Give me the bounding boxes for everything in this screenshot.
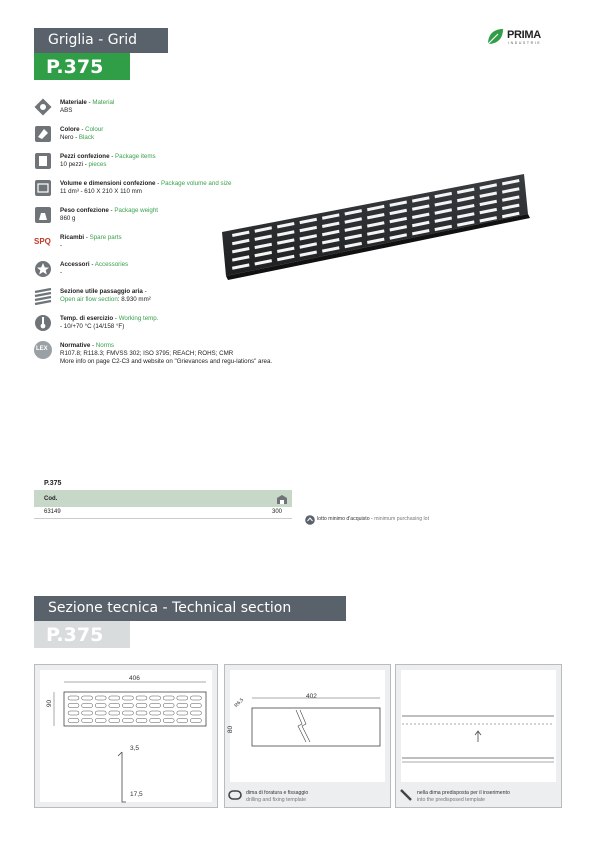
weight-icon xyxy=(34,206,52,224)
norms-icon xyxy=(34,341,52,359)
spec-label-en: Spare parts xyxy=(89,234,122,241)
front-view-drawing xyxy=(44,672,214,806)
table-row xyxy=(34,508,292,519)
spec-value: R107.8; R118.3; FMVSS 302; ISO 3795; REACH; ROHS; CMR xyxy=(60,350,234,358)
drawing-slot xyxy=(109,711,120,715)
spec-value: 8.930 mm² xyxy=(121,296,151,304)
brand-logo xyxy=(486,28,566,48)
technical-code-text: P.375 xyxy=(46,624,104,646)
spare-parts-icon: SPQ xyxy=(34,237,51,246)
lot-note-en: minimum purchasing lot xyxy=(374,516,430,522)
drawing-slot xyxy=(95,696,106,700)
drawing-slot xyxy=(109,696,120,700)
drawing-slot xyxy=(150,704,161,708)
drilling-note-it: dima di foratura e fissaggio xyxy=(246,790,309,796)
drawing-slot xyxy=(163,711,174,715)
brand-subtitle: INDUSTRIE xyxy=(508,41,542,45)
dim-depth: 3,5 xyxy=(130,745,140,752)
volume-icon xyxy=(34,179,52,197)
drawing-slot xyxy=(177,711,188,715)
drawing-slot xyxy=(68,711,79,715)
product-image xyxy=(214,170,534,280)
drawing-slot xyxy=(109,719,120,723)
drawing-slot xyxy=(95,719,106,723)
insertion-note xyxy=(417,790,510,804)
leaf-icon xyxy=(486,28,504,46)
drawing-slot xyxy=(190,711,201,715)
drawing-slot xyxy=(68,696,79,700)
dim-height: 90 xyxy=(46,699,54,708)
insert-icon xyxy=(399,788,413,802)
spec-value: 11 dm³ - 610 X 210 X 110 mm xyxy=(60,188,142,196)
spec-label: Volume e dimensioni confezione xyxy=(60,180,156,187)
table-header xyxy=(34,490,292,507)
drawing-slot xyxy=(82,704,93,708)
drawing-slot xyxy=(122,719,133,723)
technical-title-text: Sezione tecnica - Technical section xyxy=(48,600,292,616)
drawing-slot xyxy=(122,696,133,700)
table-col-code: Cod. xyxy=(44,496,58,502)
dim-flange: 17,5 xyxy=(130,791,143,798)
spec-value: 860 g xyxy=(60,215,76,223)
spec-value: - 10/+70 °C (14/158 °F) xyxy=(60,323,125,331)
table-cell-code: 63149 xyxy=(44,509,61,515)
spec-label: Sezione utile passaggio aria xyxy=(60,288,143,295)
spec-label-en: Norms xyxy=(95,342,114,349)
spec-value: - xyxy=(60,242,63,250)
section-title xyxy=(34,28,168,53)
lot-note: lotto minimo d'acquisto - minimum purchasing lot xyxy=(317,516,430,522)
spec-value: - xyxy=(60,269,63,277)
spec-label-en: Material xyxy=(92,99,115,106)
spec-value-en: pieces xyxy=(88,161,107,169)
spec-label: Pezzi confezione xyxy=(60,153,110,160)
technical-title xyxy=(34,596,346,621)
spec-label: Accessori xyxy=(60,261,90,268)
lot-icon xyxy=(276,494,288,505)
drawing-slot xyxy=(68,704,79,708)
spec-label: Normative xyxy=(60,342,91,349)
drawing-slot xyxy=(82,711,93,715)
spec-label-en: Working temp. xyxy=(118,315,159,322)
drawing-slot xyxy=(122,704,133,708)
drilling-note xyxy=(246,790,308,804)
section-title-text: Griglia - Grid xyxy=(48,32,138,48)
spec-label-en: Package weight xyxy=(114,207,159,214)
drawing-slot xyxy=(163,719,174,723)
drawing-slot xyxy=(68,719,79,723)
insertion-drawing xyxy=(398,700,558,770)
material-icon xyxy=(34,98,52,116)
drawing-slot xyxy=(95,704,106,708)
dim-drill-width: 402 xyxy=(306,693,317,700)
brand-name: PRIMA xyxy=(507,29,541,41)
drawing-slot xyxy=(190,704,201,708)
package-icon xyxy=(34,152,52,170)
spec-label: Colore xyxy=(60,126,80,133)
dim-width: 406 xyxy=(129,675,140,682)
drawing-slot xyxy=(122,711,133,715)
spec-label-en: Package items xyxy=(115,153,156,160)
lot-note-icon xyxy=(305,515,315,525)
technical-code xyxy=(34,621,130,648)
drawing-slot xyxy=(82,696,93,700)
drawing-slot xyxy=(150,696,161,700)
drawing-slot xyxy=(136,704,147,708)
spec-label: Temp. di esercizio xyxy=(60,315,114,322)
dim-drill-height: 80 xyxy=(227,725,235,734)
drawing-slot xyxy=(177,719,188,723)
drawing-slot xyxy=(109,704,120,708)
drawing-slot xyxy=(190,719,201,723)
lot-note-it: lotto minimo d'acquisto xyxy=(317,516,370,522)
spec-value: Nero xyxy=(60,134,74,142)
drawing-slot xyxy=(163,696,174,700)
product-code-text: P.375 xyxy=(46,56,104,78)
spec-label-en: Colour xyxy=(85,126,104,133)
spec-label: Peso confezione xyxy=(60,207,109,214)
spec-note: More info on page C2-C3 and website on "Grievances and regu-lations" area. xyxy=(60,358,273,366)
drawing-slot xyxy=(190,696,201,700)
drawing-slot xyxy=(136,711,147,715)
spec-label-en: Open air flow section xyxy=(60,296,118,304)
drawing-slot xyxy=(150,711,161,715)
drawing-slot xyxy=(177,696,188,700)
spec-label-en: Accessories xyxy=(94,261,129,268)
spec-label-en: Package volume and size xyxy=(160,180,232,187)
drilling-template-drawing xyxy=(230,690,390,760)
airflow-icon xyxy=(34,287,52,305)
drilling-note-en: drilling and fixing template xyxy=(246,797,306,803)
spec-value: 10 pezzi xyxy=(60,161,84,169)
drawing-slot xyxy=(82,719,93,723)
insertion-note-en: into the predisposed template xyxy=(417,797,486,803)
spec-label: Materiale xyxy=(60,99,87,106)
drawing-slot xyxy=(136,696,147,700)
table-cell-lot: 300 xyxy=(272,509,283,515)
dim-corner: R6,5 xyxy=(233,697,246,709)
drawing-slot xyxy=(150,719,161,723)
spec-value: ABS xyxy=(60,107,73,115)
norms-icon-label: LEX xyxy=(36,346,48,352)
table-title: P.375 xyxy=(44,480,62,487)
drawing-slot xyxy=(177,704,188,708)
drill-icon xyxy=(228,788,242,802)
drawing-slot xyxy=(136,719,147,723)
spec-label: Ricambi xyxy=(60,234,85,241)
temperature-icon xyxy=(34,314,52,332)
drawing-slot xyxy=(95,711,106,715)
product-code xyxy=(34,53,130,80)
spec-value-en: Black xyxy=(78,134,95,142)
accessories-icon xyxy=(34,260,52,278)
drawing-slot xyxy=(163,704,174,708)
insertion-note-it: nella dima predisposta per il inserimento xyxy=(417,790,510,796)
colour-icon xyxy=(34,125,52,143)
